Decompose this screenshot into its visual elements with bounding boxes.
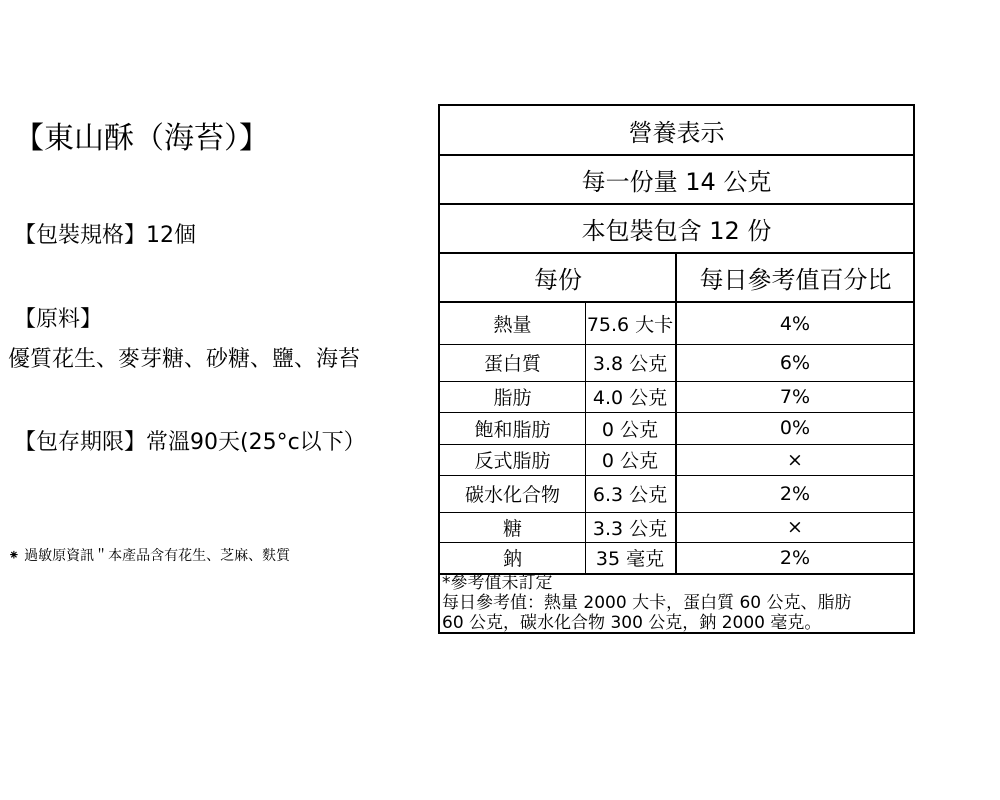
nutrient-daily-value: 2%	[779, 546, 811, 569]
nutrient-name: 蛋白質	[483, 353, 541, 375]
nutrient-daily-value: 6%	[779, 351, 811, 374]
nutrient-daily-value: 7%	[779, 385, 811, 408]
nutrient-amount: 4.0 公克	[592, 387, 668, 409]
nutrition-facts-table	[438, 104, 915, 634]
nutrient-name: 糖	[502, 517, 522, 540]
packaging-spec: 【包裝規格】12個	[14, 223, 196, 248]
nutrient-amount: 0 公克	[601, 450, 659, 472]
nutrient-daily-value: ×	[787, 516, 803, 538]
nutrient-daily-value: 4%	[779, 312, 811, 335]
nutrition-title: 營養表示	[628, 118, 725, 147]
allergen-info: ⁕ 過敏原資訊＂本產品含有花生、芝麻、麩質	[8, 548, 291, 564]
nutrient-amount: 0 公克	[601, 418, 659, 441]
nutrient-daily-value: ×	[787, 448, 803, 471]
nutrient-name: 鈉	[502, 548, 522, 570]
nutrient-amount: 3.8 公克	[592, 353, 668, 375]
servings-per-package: 本包裝包含 12 份	[581, 216, 772, 245]
product-title: 【東山酥（海苔）】	[14, 121, 269, 156]
nutrient-name: 飽和脂肪	[474, 418, 551, 441]
ingredients-heading: 【原料】	[14, 307, 103, 332]
nutrient-name: 熱量	[493, 314, 532, 336]
col-daily-value-header: 每日參考值百分比	[699, 266, 892, 294]
shelf-life: 【包存期限】常溫90天(25°c以下）	[14, 430, 366, 455]
footnote-reference: *參考值未訂定	[442, 573, 553, 593]
nutrient-name: 碳水化合物	[464, 484, 560, 506]
ingredients-list: 優質花生、麥芽糖、砂糖、鹽、海苔	[8, 347, 361, 372]
nutrient-amount: 3.3 公克	[592, 517, 668, 540]
nutrient-daily-value: 0%	[779, 417, 811, 439]
nutrient-amount: 6.3 公克	[592, 484, 668, 506]
nutrient-daily-value: 2%	[779, 482, 811, 505]
footnote-daily-values-cont: 60 公克，碳水化合物 300 公克，鈉 2000 毫克。	[442, 613, 822, 633]
serving-size: 每一份量 14 公克	[581, 167, 772, 196]
footnote-daily-values: 每日參考值：熱量 2000 大卡，蛋白質 60 公克、脂肪	[442, 593, 852, 613]
nutrient-amount: 75.6 大卡	[586, 314, 674, 336]
nutrient-name: 脂肪	[493, 387, 532, 409]
nutrient-amount: 35 毫克	[595, 548, 665, 570]
col-per-serving-header: 每份	[534, 266, 582, 294]
nutrient-name: 反式脂肪	[474, 450, 551, 472]
